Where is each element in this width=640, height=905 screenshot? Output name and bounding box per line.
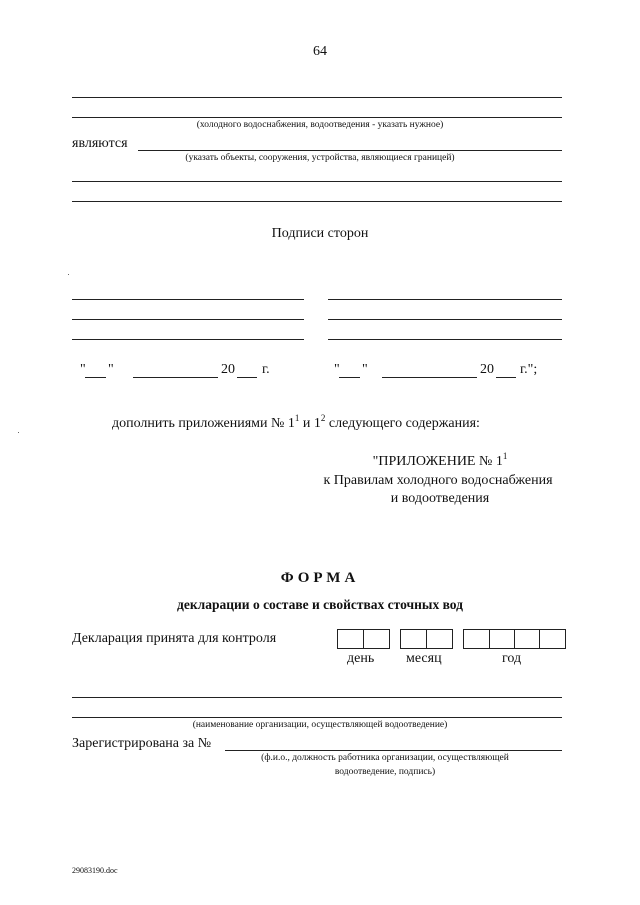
signature-line	[72, 339, 304, 340]
org-caption: (наименование организации, осуществляющей водоотведение)	[192, 720, 448, 730]
signature-line	[328, 339, 562, 340]
supplement-mid: и 1	[299, 416, 321, 431]
accepted-label: Декларация принята для контроля	[72, 631, 277, 646]
day-box[interactable]	[337, 629, 390, 649]
supplement-sup2: 2	[320, 413, 326, 423]
blank-line	[72, 117, 562, 118]
year-prefix: 20	[221, 362, 235, 377]
appendix-line3: и водоотведения	[390, 491, 490, 506]
appendix-line2: к Правилам холодного водоснабжения	[323, 473, 553, 488]
date-left	[80, 362, 310, 382]
appendix-title	[340, 451, 540, 470]
year-blank	[237, 377, 257, 378]
signature-line	[72, 299, 304, 300]
quote-open: "	[334, 362, 340, 377]
day-blank	[339, 377, 360, 378]
year-suffix: г.";	[520, 362, 538, 377]
supplement-pre: дополнить приложениями № 1	[112, 416, 295, 431]
box-divider	[363, 630, 364, 648]
scan-speck	[68, 274, 69, 275]
fio-caption-2: водоотведение, подпись)	[334, 767, 436, 777]
month-blank	[133, 377, 218, 378]
signature-line	[328, 299, 562, 300]
month-blank	[382, 377, 477, 378]
yavlyayutsya-label: являются	[72, 136, 128, 151]
month-label: месяц	[406, 651, 442, 666]
appendix-title-text: "ПРИЛОЖЕНИЕ № 1	[372, 454, 503, 469]
field-caption: (указать объекты, сооружения, устройства, являющиеся границей)	[185, 153, 455, 163]
box-divider	[489, 630, 490, 648]
blank-line	[72, 97, 562, 98]
fio-caption-1: (ф.и.о., должность работника организации, осуществляющей	[261, 753, 509, 763]
year-box[interactable]	[463, 629, 566, 649]
month-box[interactable]	[400, 629, 453, 649]
field-caption: (холодного водоснабжения, водоотведения - указать нужное)	[196, 120, 444, 130]
date-right	[334, 362, 564, 382]
year-prefix: 20	[480, 362, 494, 377]
registered-label: Зарегистрирована за №	[72, 736, 212, 751]
box-divider	[514, 630, 515, 648]
year-label: год	[502, 651, 522, 666]
form-subheading: декларации о составе и свойствах сточных вод	[177, 597, 463, 612]
quote-open: "	[80, 362, 86, 377]
signature-line	[72, 319, 304, 320]
box-divider	[426, 630, 427, 648]
form-heading: ФОРМА	[280, 570, 360, 586]
registered-blank	[225, 750, 562, 751]
signatures-title: Подписи сторон	[271, 226, 369, 241]
blank-line	[72, 201, 562, 202]
day-label: день	[347, 651, 375, 666]
quote-close: "	[362, 362, 368, 377]
quote-close: "	[108, 362, 114, 377]
blank-line	[72, 181, 562, 182]
box-divider	[539, 630, 540, 648]
footer-filename: 29083190.doc	[72, 866, 118, 875]
supplement-post: следующего содержания:	[325, 416, 480, 431]
blank-line	[72, 697, 562, 698]
year-blank	[496, 377, 516, 378]
page-number: 64	[313, 44, 327, 59]
signature-line	[328, 319, 562, 320]
blank-line	[72, 717, 562, 718]
blank-line	[138, 150, 562, 151]
year-suffix: г.	[262, 362, 270, 377]
supplement-sup1: 1	[294, 413, 300, 423]
supplement-text	[112, 413, 552, 432]
appendix-title-sup: 1	[502, 451, 508, 461]
scan-speck	[18, 432, 19, 433]
day-blank	[85, 377, 106, 378]
